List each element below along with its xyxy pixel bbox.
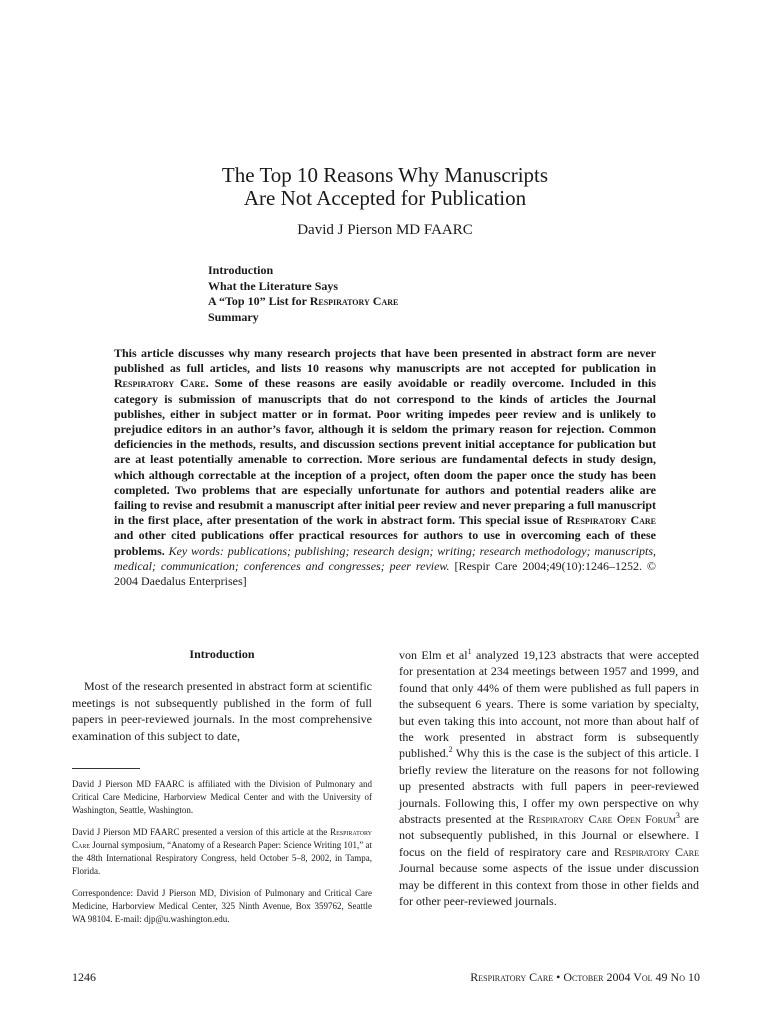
footer-issue: October 2004 Vol 49 No 10 bbox=[563, 970, 700, 984]
right-journal-name: Respiratory Care bbox=[614, 844, 700, 859]
footnote-divider bbox=[72, 768, 140, 769]
reference-1: 1 bbox=[467, 647, 472, 656]
author-byline: David J Pierson MD FAARC bbox=[297, 222, 473, 238]
title-line-2: Are Not Accepted for Publication bbox=[243, 186, 527, 210]
title-line-1: The Top 10 Reasons Why Manuscripts bbox=[221, 163, 549, 187]
page-number: 1246 bbox=[72, 970, 96, 984]
footnote-affiliation: David J Pierson MD FAARC is affiliated with the Division of Pulmonary and Critical Care Medicine, Harborview Medical Center and with the University of Washington, Seattle, Washington. bbox=[72, 779, 372, 815]
abstract-text-1: This article discusses why many research projects that have been presented in abstract form are never published as full articles, and lists 10 reasons why manuscripts are not accepted for publication in bbox=[114, 346, 656, 376]
article-title bbox=[150, 164, 620, 210]
open-forum-name: Respiratory Care Open Forum bbox=[528, 812, 676, 827]
right-text-b: analyzed 19,123 abstracts that were accepted for presentation at 234 meetings between 1957 and 1999, and found that only 44% of them were published as full papers in the subsequent 6 years. There is some variation by specialty, but even taking this into account, not more than about half of the work presented in abstract form is subsequently published. bbox=[399, 648, 699, 761]
footer-bullet: • bbox=[553, 970, 564, 984]
footnote-correspondence: Correspondence: David J Pierson MD, Division of Pulmonary and Critical Care Medicine, Harborview Medical Center, 325 Ninth Avenue, Box 359762, Seattle WA 98104. E-mail: djp@u.washington.edu. bbox=[72, 888, 372, 924]
footnote-journal-name: Respiratory Care bbox=[72, 827, 372, 850]
intro-paragraph-left: Most of the research presented in abstract form at scientific meetings is not subsequently published in the form of full papers in peer-reviewed journals. In the most comprehensive examination of this subject to date, bbox=[72, 679, 372, 743]
right-text-e: Journal because some aspects of the issue under discussion may be different in this context from those in other fields and for other peer-reviewed journals. bbox=[399, 861, 699, 909]
toc-item-top10-prefix: A “Top 10” List for bbox=[208, 294, 310, 308]
footnote-presented-b: Journal symposium, “Anatomy of a Research Paper: Science Writing 101,” at the 48th International Respiratory Congress, held October 5–8, 2002, in Tampa, Florida. bbox=[72, 840, 372, 876]
left-column bbox=[72, 647, 372, 744]
right-text-a: von Elm et al bbox=[399, 648, 468, 662]
table-of-contents bbox=[208, 263, 568, 325]
abstract-journal-1: Respiratory Care bbox=[114, 376, 206, 391]
abstract-citation: [Respir Care 2004;49(10):1246–1252. © 2004 Daedalus Enterprises] bbox=[114, 558, 656, 589]
toc-item-summary: Summary bbox=[208, 309, 259, 324]
footnote-presented bbox=[72, 826, 372, 878]
section-heading-introduction: Introduction bbox=[189, 647, 255, 661]
abstract-keywords: Key words: publications; publishing; research design; writing; research methodology; manuscripts, medical; communication; conferences and congresses; peer review. bbox=[114, 543, 656, 573]
abstract-text-3: and other cited publications offer practical resources for authors to use in overcoming each of these problems. bbox=[114, 528, 656, 558]
abstract bbox=[114, 346, 656, 589]
intro-paragraph-right bbox=[399, 647, 699, 910]
toc-journal-name: Respiratory Care bbox=[309, 294, 399, 308]
right-column bbox=[399, 647, 699, 910]
running-footer bbox=[470, 970, 700, 985]
toc-item-literature: What the Literature Says bbox=[208, 278, 339, 293]
footer-journal: Respiratory Care bbox=[470, 970, 554, 984]
footnotes bbox=[72, 778, 372, 935]
right-text-c: Why this is the case is the subject of this article. I briefly review the literature on the reasons for not following up presented abstracts with full papers in peer-reviewed journals. Following this, I offer my own perspective on why abstracts presented at the bbox=[399, 746, 699, 827]
footnote-presented-a: David J Pierson MD FAARC presented a version of this article at the bbox=[72, 827, 331, 837]
right-text-d: are not subsequently published, in this Journal or elsewhere. I focus on the field of respiratory care and bbox=[399, 812, 699, 859]
toc-item-introduction: Introduction bbox=[208, 263, 274, 277]
reference-3: 3 bbox=[675, 811, 680, 821]
toc-item-top10 bbox=[208, 294, 568, 310]
abstract-journal-2: Respiratory Care bbox=[566, 513, 656, 528]
abstract-text-2: . Some of these reasons are easily avoidable or readily overcome. Included in this category is submission of manuscripts that do not correspond to the kinds of articles the Journal publishes, either in subject matter or in format. Poor writing impedes peer review and is unlikely to prejudice editors in an author’s favor, although it is seldom the primary reason for rejection. Common deficiencies in the methods, results, and discussion sections prevent initial acceptance for publication but are at least potentially amenable to correction. More serious are fundamental defects in study design, which although correctable at the inception of a project, often doom the paper once the study has been completed. Two problems that are especially unfortunate for authors and potential readers alike are failing to revise and resubmit a manuscript after initial peer review and never preparing a full manuscript in the first place, after presentation of the work in abstract form. This special issue of bbox=[114, 376, 656, 528]
reference-2: 2 bbox=[448, 745, 453, 755]
